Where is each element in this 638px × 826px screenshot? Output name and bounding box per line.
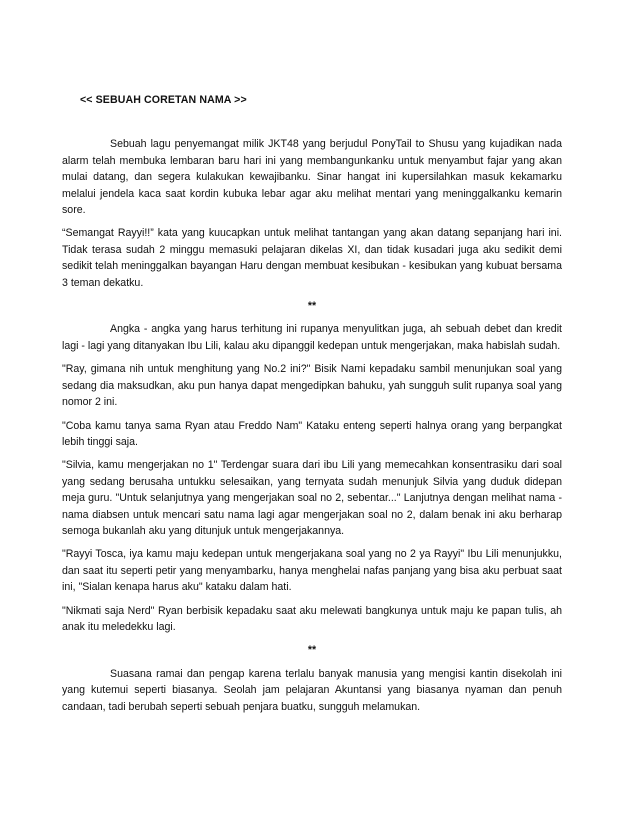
paragraph-1: Sebuah lagu penyemangat milik JKT48 yang berjudul PonyTail to Shusu yang kujadikan nada alarm telah membuka lembaran baru hari ini yang membangunkanku untuk menyambut fajar yang akan mulai datang, dan segera kulakukan kewajibanku. Sinar hangat ini kupersilahkan masuk kekamarku melalui jendela kaca saat kordin kubuka lebar agar aku melihat mentari yang meninggalkanku kemarin sore. [62, 138, 562, 217]
paragraph-9: Suasana ramai dan pengap karena terlalu banyak manusia yang mengisi kantin disekolah ini yang kutemui seperti biasanya. Seolah jam pelajaran Akuntansi yang biasanya nyaman dan penuh candaan, tadi berubah seperti sebuah penjara buatku, sungguh melamukan. [62, 667, 562, 713]
paragraph-5: "Coba kamu tanya sama Ryan atau Freddo Nam" Kataku enteng seperti halnya orang yang berpangkat lebih tinggi saja. [62, 419, 562, 448]
paragraph-6: "Silvia, kamu mengerjakan no 1" Terdengar suara dari ibu Lili yang memecahkan konsentrasiku dari soal yang sedang berusaha untukku selesaikan, yang ternyata sudah menunjuk Silvia yang duduk didepan meja guru. "Untuk selanjutnya yang mengerjakan soal no 2, sebentar..." Lanjutnya dengan melihat nama - nama diabsen untuk mencari satu nama lagi agar mengerjakan soal no 2, dalam benak ini aku berharap semoga bukanlah aku yang ditunjuk untuk mengerjakannya. [62, 459, 562, 537]
paragraph-8: "Nikmati saja Nerd" Ryan berbisik kepadaku saat aku melewati bangkunya untuk maju ke papan tulis, ah anak itu meledekku lagi. [62, 604, 562, 633]
paragraph-2: “Semangat Rayyi!!” kata yang kuucapkan untuk melihat tantangan yang akan datang sepanjang hari ini. Tidak terasa sudah 2 minggu memasuki pelajaran dikelas XI, dan tidak kusadari juga aku sedikit demi sedikit telah meninggalkan bayangan Haru dengan membuat kesibukan - kesibukan yang kubuat bersama 3 teman dekatku. [62, 227, 562, 289]
document-page [62, 92, 562, 722]
document-title: << SEBUAH CORETAN NAMA >> [80, 94, 247, 106]
section-separator-1: ** [307, 300, 317, 313]
paragraph-3: Angka - angka yang harus terhitung ini rupanya menyulitkan juga, ah sebuah debet dan kredit lagi - lagi yang ditanyakan Ibu Lili, kalau aku dipanggil kedepan untuk mengerjakan, maka habislah sudah. [62, 323, 562, 352]
section-separator-2: ** [307, 644, 317, 657]
paragraph-4: "Ray, gimana nih untuk menghitung yang No.2 ini?" Bisik Nami kepadaku sambil menunjukan soal yang sedang dia maksudkan, aku pun hanya dapat mengedipkan bahuku, yah sungguh sulit rupanya soal yang nomor 2 ini. [62, 363, 562, 409]
paragraph-7: "Rayyi Tosca, iya kamu maju kedepan untuk mengerjakana soal yang no 2 ya Rayyi" Ibu Lili menunjukku, dan saat itu seperti petir yang menyambarku, hanya menghelai nafas panjang yang bisa aku perbuat saat ini, "Sialan kenapa harus aku" kataku dalam hati. [62, 548, 562, 594]
